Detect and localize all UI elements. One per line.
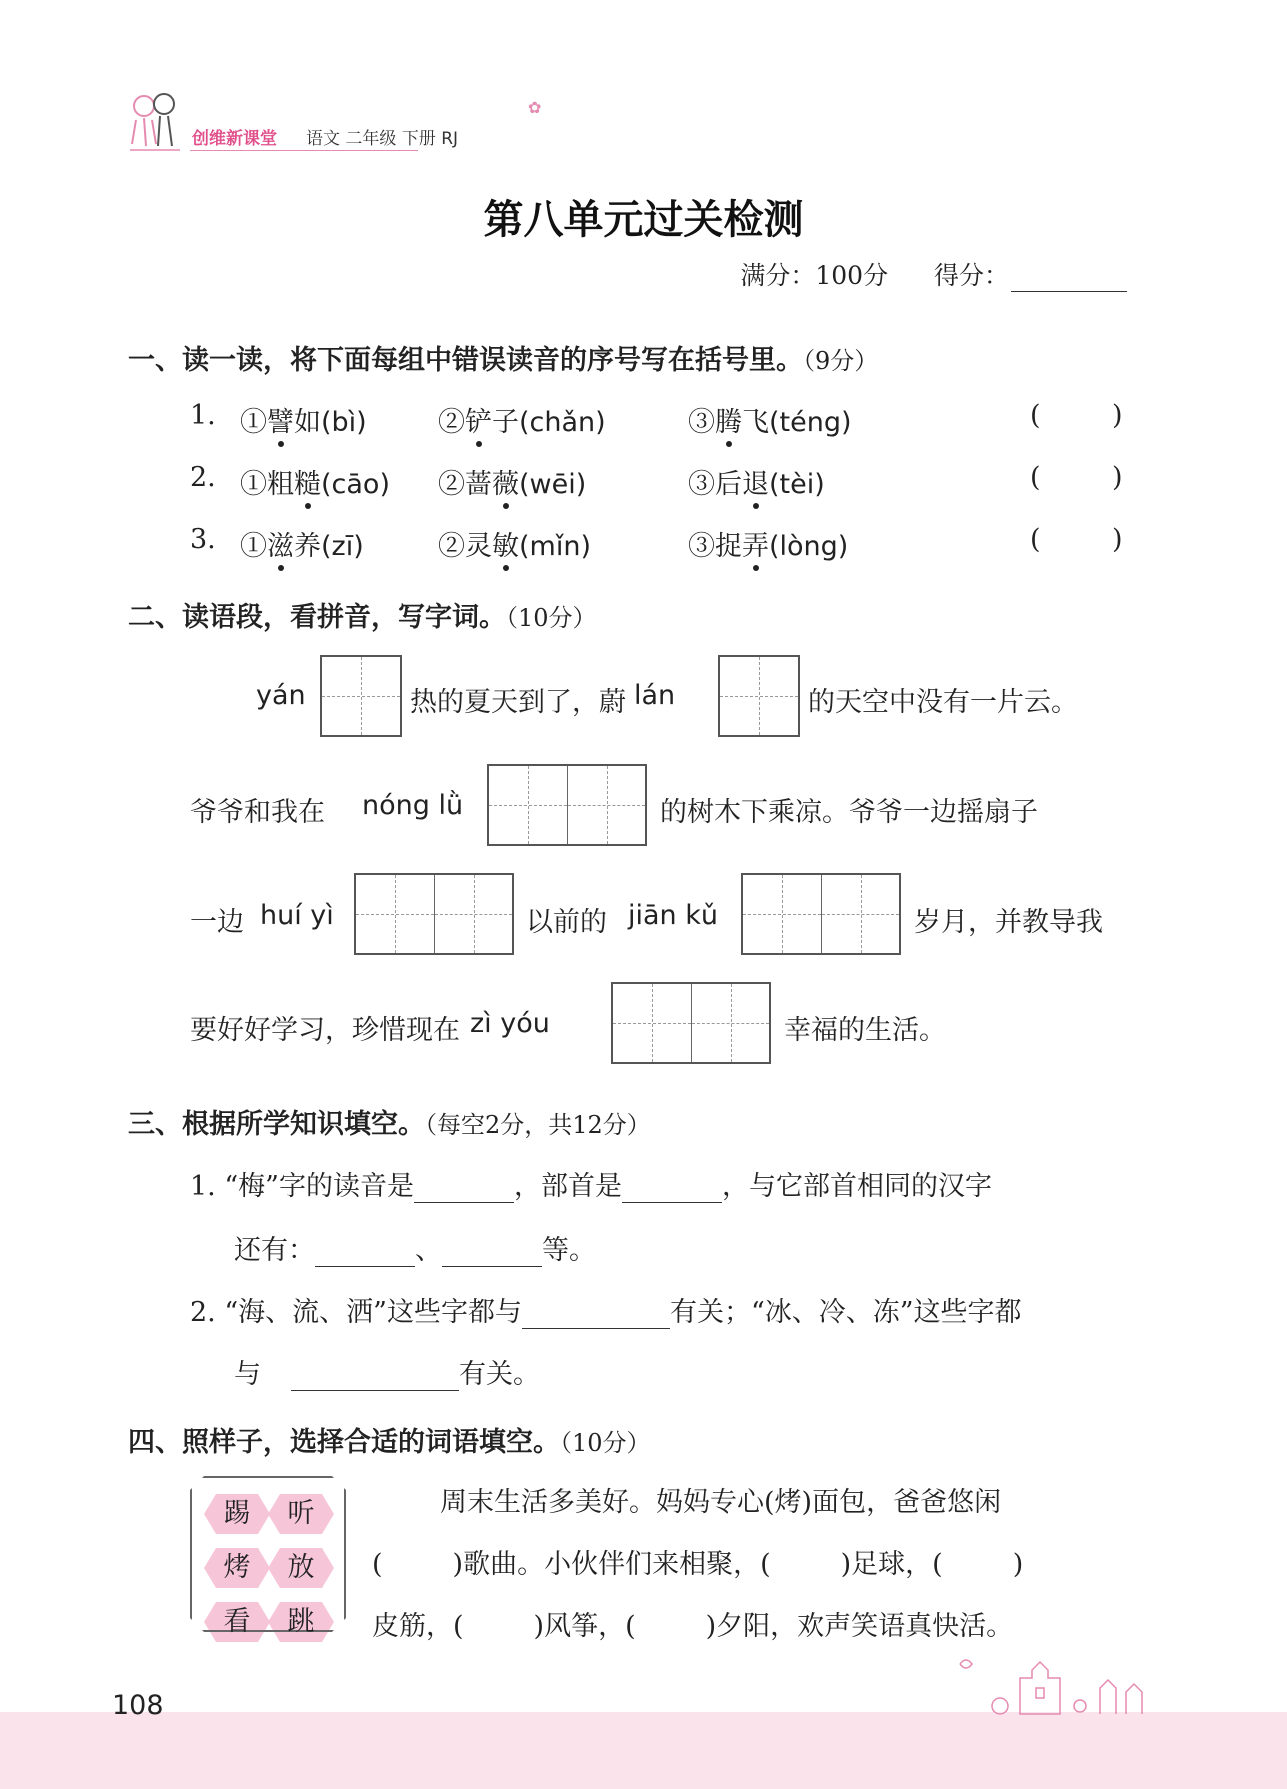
writing-grid-lan[interactable] bbox=[718, 655, 800, 737]
char-pre: 粗 bbox=[267, 469, 294, 500]
paren-open: ( bbox=[1030, 524, 1041, 555]
header-brand: 创维新课堂 bbox=[192, 129, 277, 149]
word-chip: 看 bbox=[212, 1600, 262, 1644]
score-blank[interactable] bbox=[1011, 265, 1127, 292]
q2-blank-ice[interactable] bbox=[291, 1364, 459, 1391]
q1-text-e: 、 bbox=[415, 1235, 442, 1266]
section3-heading bbox=[128, 1102, 651, 1141]
dotted-char: 敏 bbox=[492, 531, 519, 562]
dotted-char: 退 bbox=[742, 469, 769, 500]
answer-paren-close bbox=[1112, 400, 1123, 431]
footer-band bbox=[0, 1712, 1287, 1789]
section2-heading bbox=[128, 595, 597, 634]
option-mark: ① bbox=[240, 407, 267, 438]
writing-grid-yan[interactable] bbox=[320, 655, 402, 737]
dotted-char: 滋 bbox=[267, 531, 294, 562]
option-mark: ③ bbox=[688, 469, 715, 500]
word-chip: 听 bbox=[276, 1492, 326, 1536]
char-pre: 蔷 bbox=[465, 469, 492, 500]
writing-grid-huiyi[interactable] bbox=[354, 873, 514, 955]
q2-text-a: 2. “海、流、洒”这些字都与 bbox=[190, 1297, 522, 1328]
writing-grid-jianku[interactable] bbox=[741, 873, 901, 955]
para-text: 要好好学习，珍惜现在 bbox=[190, 1015, 460, 1046]
option-mark: ③ bbox=[688, 531, 715, 562]
section4-heading bbox=[128, 1420, 651, 1459]
pinyin: (mǐn) bbox=[519, 531, 591, 562]
option-mark: ② bbox=[438, 531, 465, 562]
word-chip: 烤 bbox=[212, 1546, 262, 1590]
paren-close: ) bbox=[1112, 400, 1123, 431]
q2-text-b: 有关；“冰、冷、冻”这些字都 bbox=[669, 1297, 1022, 1328]
l2-a: ( bbox=[372, 1549, 383, 1580]
para-text: 一边 bbox=[190, 907, 244, 938]
section2-heading-text: 二、读语段，看拼音，写字词。 bbox=[128, 602, 506, 633]
word-chip: 踢 bbox=[212, 1492, 262, 1536]
section1-option bbox=[240, 400, 367, 439]
section4-line2 bbox=[372, 1542, 1023, 1581]
char-post: 飞 bbox=[742, 407, 769, 438]
section1-option bbox=[688, 400, 852, 439]
paren-open: ( bbox=[1030, 400, 1041, 431]
flower-deco-icon: ✿ bbox=[528, 98, 542, 117]
section1-points: （9分） bbox=[803, 347, 879, 375]
header-book-info: 语文 二年级 下册 RJ bbox=[306, 129, 459, 149]
section3-points: （每空2分，共12分） bbox=[425, 1111, 651, 1139]
row-number: 3. bbox=[190, 524, 216, 555]
q1-blank-reading[interactable] bbox=[414, 1176, 514, 1203]
pinyin: (tèi) bbox=[769, 469, 825, 500]
section3-q1-line2 bbox=[234, 1228, 596, 1267]
q2-blank-water[interactable] bbox=[522, 1302, 670, 1329]
pinyin-ziyou: zì yóu bbox=[470, 1008, 550, 1039]
dotted-char: 弄 bbox=[742, 531, 769, 562]
header-rule bbox=[190, 150, 418, 151]
dotted-char: 譬 bbox=[267, 407, 294, 438]
word-chip: 放 bbox=[276, 1546, 326, 1590]
section2-points: （10分） bbox=[506, 604, 597, 632]
section1-option bbox=[240, 524, 364, 563]
para-text: 幸福的生活。 bbox=[784, 1015, 946, 1046]
q1-blank-radical[interactable] bbox=[622, 1176, 722, 1203]
dotted-char: 铲 bbox=[465, 407, 492, 438]
para-text: 岁月，并教导我 bbox=[914, 907, 1103, 938]
paren-open: ( bbox=[1030, 462, 1041, 493]
option-mark: ③ bbox=[688, 407, 715, 438]
pinyin-nonglv: nóng lǜ bbox=[362, 790, 464, 821]
para-text: 热的夏天到了，蔚 bbox=[410, 687, 626, 718]
q2-text-d: 有关。 bbox=[459, 1359, 540, 1390]
para-text: 的树木下乘凉。爷爷一边摇扇子 bbox=[660, 797, 1038, 828]
pinyin: (bì) bbox=[321, 407, 367, 438]
option-mark: ① bbox=[240, 531, 267, 562]
option-mark: ② bbox=[438, 407, 465, 438]
char-post: 养 bbox=[294, 531, 321, 562]
answer-paren-open bbox=[1030, 400, 1041, 431]
dotted-char: 薇 bbox=[492, 469, 519, 500]
section1-option bbox=[438, 462, 586, 501]
q1-blank-char1[interactable] bbox=[315, 1240, 415, 1267]
q1-text-f: 等。 bbox=[542, 1235, 596, 1266]
pinyin: (téng) bbox=[769, 407, 852, 438]
page-number: 108 bbox=[112, 1690, 164, 1721]
section1-row-number bbox=[190, 524, 216, 555]
pinyin: (cāo) bbox=[321, 469, 390, 500]
q1-blank-char2[interactable] bbox=[442, 1240, 542, 1267]
section1-row-number bbox=[190, 400, 216, 431]
char-post: 子 bbox=[492, 407, 519, 438]
q1-text-b: ，部首是 bbox=[513, 1171, 622, 1202]
option-mark: ② bbox=[438, 469, 465, 500]
section4-line3 bbox=[372, 1604, 1013, 1643]
answer-paren-open bbox=[1030, 462, 1041, 493]
pinyin: (zī) bbox=[321, 531, 364, 562]
paren-close: ) bbox=[1112, 462, 1123, 493]
answer-paren-close bbox=[1112, 462, 1123, 493]
score-line bbox=[740, 256, 1127, 292]
word-chip: 跳 bbox=[276, 1600, 326, 1644]
dotted-char: 腾 bbox=[715, 407, 742, 438]
section1-option bbox=[688, 462, 825, 501]
answer-paren-open bbox=[1030, 524, 1041, 555]
full-score: 满分：100分 bbox=[740, 261, 889, 290]
para-text: 的天空中没有一片云。 bbox=[808, 687, 1078, 718]
section1-option bbox=[438, 524, 591, 563]
answer-slot[interactable] bbox=[1050, 400, 1108, 434]
l3-c: )夕阳，欢声笑语真快活。 bbox=[705, 1611, 1014, 1642]
writing-grid-ziyou[interactable] bbox=[611, 982, 771, 1064]
answer-slot[interactable] bbox=[1050, 462, 1108, 496]
section4-heading-text: 四、照样子，选择合适的词语填空。 bbox=[128, 1427, 560, 1458]
row-number: 2. bbox=[190, 462, 216, 493]
q2-text-c: 与 bbox=[234, 1359, 261, 1390]
l3-b: )风筝，( bbox=[533, 1611, 636, 1642]
brand-mascot-logo bbox=[120, 84, 192, 156]
pinyin-lan: lán bbox=[634, 680, 676, 711]
pinyin-jianku: jiān kǔ bbox=[628, 900, 718, 931]
page-title: 第八单元过关检测 bbox=[483, 197, 804, 243]
section1-row-number bbox=[190, 462, 216, 493]
section3-q2-line2 bbox=[234, 1352, 540, 1391]
paren-close: ) bbox=[1112, 524, 1123, 555]
section3-q2-line1 bbox=[190, 1290, 1022, 1329]
q1-text-c: ，与它部首相同的汉字 bbox=[721, 1171, 992, 1202]
l3-a: 皮筋，( bbox=[372, 1611, 464, 1642]
section4-points: （10分） bbox=[560, 1429, 651, 1457]
char-post: 如 bbox=[294, 407, 321, 438]
option-mark: ① bbox=[240, 469, 267, 500]
q1-text-d: 还有： bbox=[234, 1235, 315, 1266]
pinyin: (chǎn) bbox=[519, 407, 606, 438]
section1-heading-text: 一、读一读，将下面每组中错误读音的序号写在括号里。 bbox=[128, 345, 803, 376]
q1-text-a: 1. “梅”字的读音是 bbox=[190, 1171, 414, 1202]
answer-slot[interactable] bbox=[1050, 524, 1108, 558]
char-pre: 捉 bbox=[715, 531, 742, 562]
dotted-char: 糙 bbox=[294, 469, 321, 500]
para-text: 以前的 bbox=[526, 907, 607, 938]
section1-option bbox=[688, 524, 848, 563]
char-pre: 后 bbox=[715, 469, 742, 500]
castle-deco-icon bbox=[940, 1648, 1160, 1716]
pinyin-yan: yán bbox=[256, 680, 306, 711]
section1-option bbox=[438, 400, 606, 439]
char-pre: 灵 bbox=[465, 531, 492, 562]
score-label: 得分： bbox=[933, 261, 1009, 290]
section3-q1-line1 bbox=[190, 1164, 992, 1203]
section1-option bbox=[240, 462, 390, 501]
para-text: 爷爷和我在 bbox=[190, 797, 325, 828]
writing-grid-nonglv[interactable] bbox=[487, 764, 647, 846]
pinyin: (lòng) bbox=[769, 531, 849, 562]
pinyin-huiyi: huí yì bbox=[260, 900, 334, 931]
section3-heading-text: 三、根据所学知识填空。 bbox=[128, 1109, 425, 1140]
section4-line1: 周末生活多美好。妈妈专心(烤)面包，爸爸悠闲 bbox=[440, 1487, 1002, 1518]
l2-b: )歌曲。小伙伴们来相聚，( bbox=[452, 1549, 771, 1580]
l2-c: )足球，( bbox=[840, 1549, 943, 1580]
l2-d: ) bbox=[1012, 1549, 1024, 1580]
pinyin: (wēi) bbox=[519, 469, 587, 500]
section1-heading bbox=[128, 338, 878, 377]
row-number: 1. bbox=[190, 400, 216, 431]
answer-paren-close bbox=[1112, 524, 1123, 555]
